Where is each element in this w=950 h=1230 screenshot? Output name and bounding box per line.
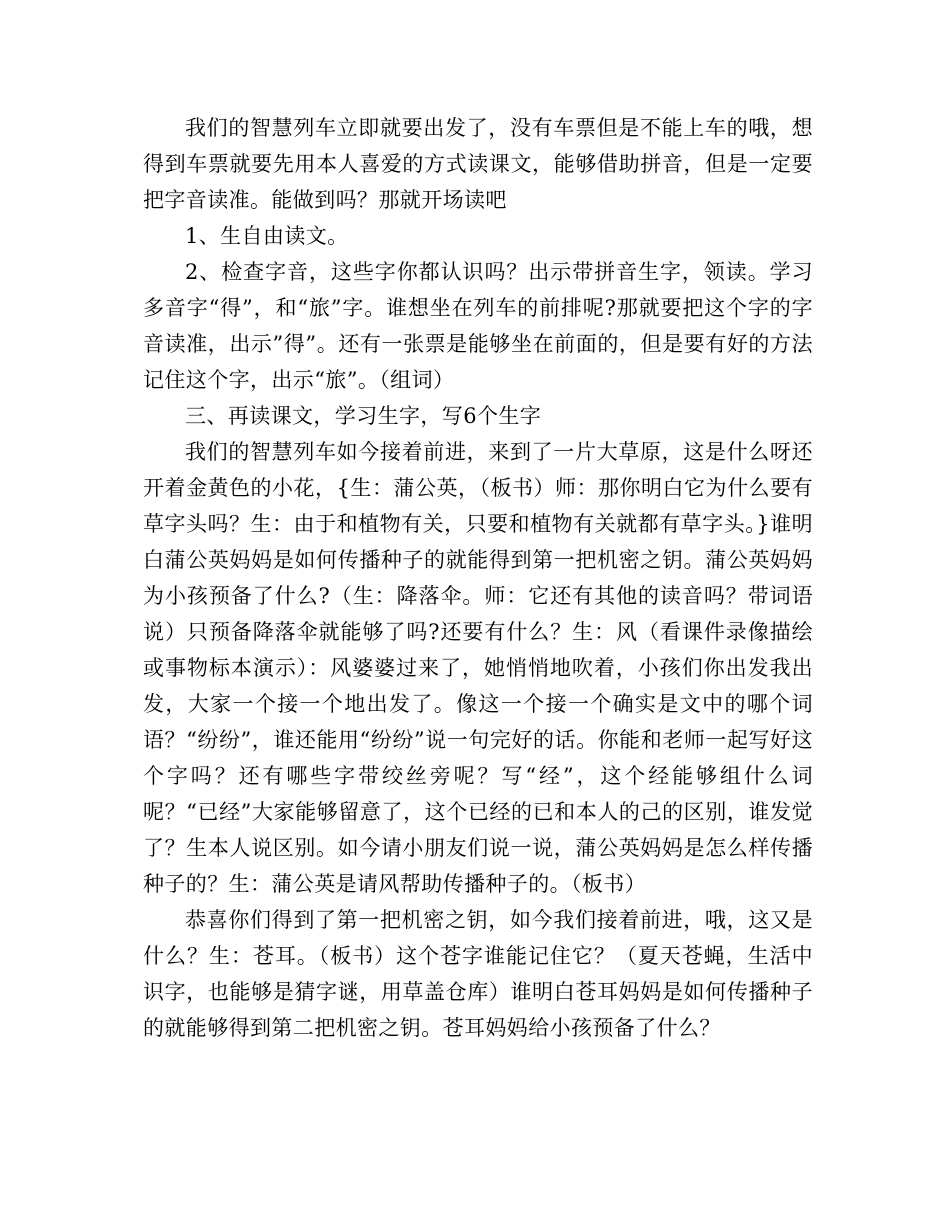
paragraph-cocklebur: 恭喜你们得到了第一把机密之钥，如今我们接着前进，哦，这又是什么？生：苍耳。（板书）这个苍字谁能记住它？（夏天苍蝇，生活中识字，也能够是猜字谜，用草盖仓库）谁明白苍耳妈妈是如何传播种子的就能够得到第二把机密之钥。苍耳妈妈给小孩预备了什么？ — [143, 908, 813, 1040]
paragraph-intro: 我们的智慧列车立即就要出发了，没有车票但是不能上车的哦，想得到车票就要先用本人喜爱的方式读课文，能够借助拼音，但是一定要把字音读准。能做到吗？那就开场读吧 — [143, 116, 813, 212]
section-heading-3: 三、再读课文，学习生字，写6个生字 — [185, 404, 542, 428]
document-page — [143, 110, 813, 1046]
paragraph-step-2: 2、检查字音，这些字你都认识吗？出示带拼音生字，领读。学习多音字“得”，和“旅”字。谁想坐在列车的前排呢?那就要把这个字的字音读准，出示”得”。还有一张票是能够坐在前面的，但是要有好的方法记住这个字，出示“旅”。（组词） — [143, 260, 813, 392]
paragraph-step-1: 1、生自由读文。 — [185, 224, 349, 248]
paragraph-dandelion: 我们的智慧列车如今接着前进，来到了一片大草原，这是什么呀还开着金黄色的小花，{生：蒲公英，（板书）师：那你明白它为什么要有草字头吗？生：由于和植物有关，只要和植物有关就都有草字头。}谁明白蒲公英妈妈是如何传播种子的就能得到第一把机密之钥。蒲公英妈妈为小孩预备了什么?（生：降落伞。师：它还有其他的读音吗？带词语说）只预备降落伞就能够了吗?还要有什么？生：风（看课件录像描绘或事物标本演示）：风婆婆过来了，她悄悄地吹着，小孩们你出发我出发，大家一个接一个地出发了。像这一个接一个确实是文中的哪个词语？“纷纷”，谁还能用“纷纷”说一句完好的话。你能和老师一起写好这个字吗？还有哪些字带绞丝旁呢？写“经”，这个经能够组什么词呢？“已经”大家能够留意了，这个已经的已和本人的己的区别，谁发觉了？生本人说区别。如今请小朋友们说一说，蒲公英妈妈是怎么样传播种子的？生：蒲公英是请风帮助传播种子的。（板书） — [143, 440, 813, 896]
